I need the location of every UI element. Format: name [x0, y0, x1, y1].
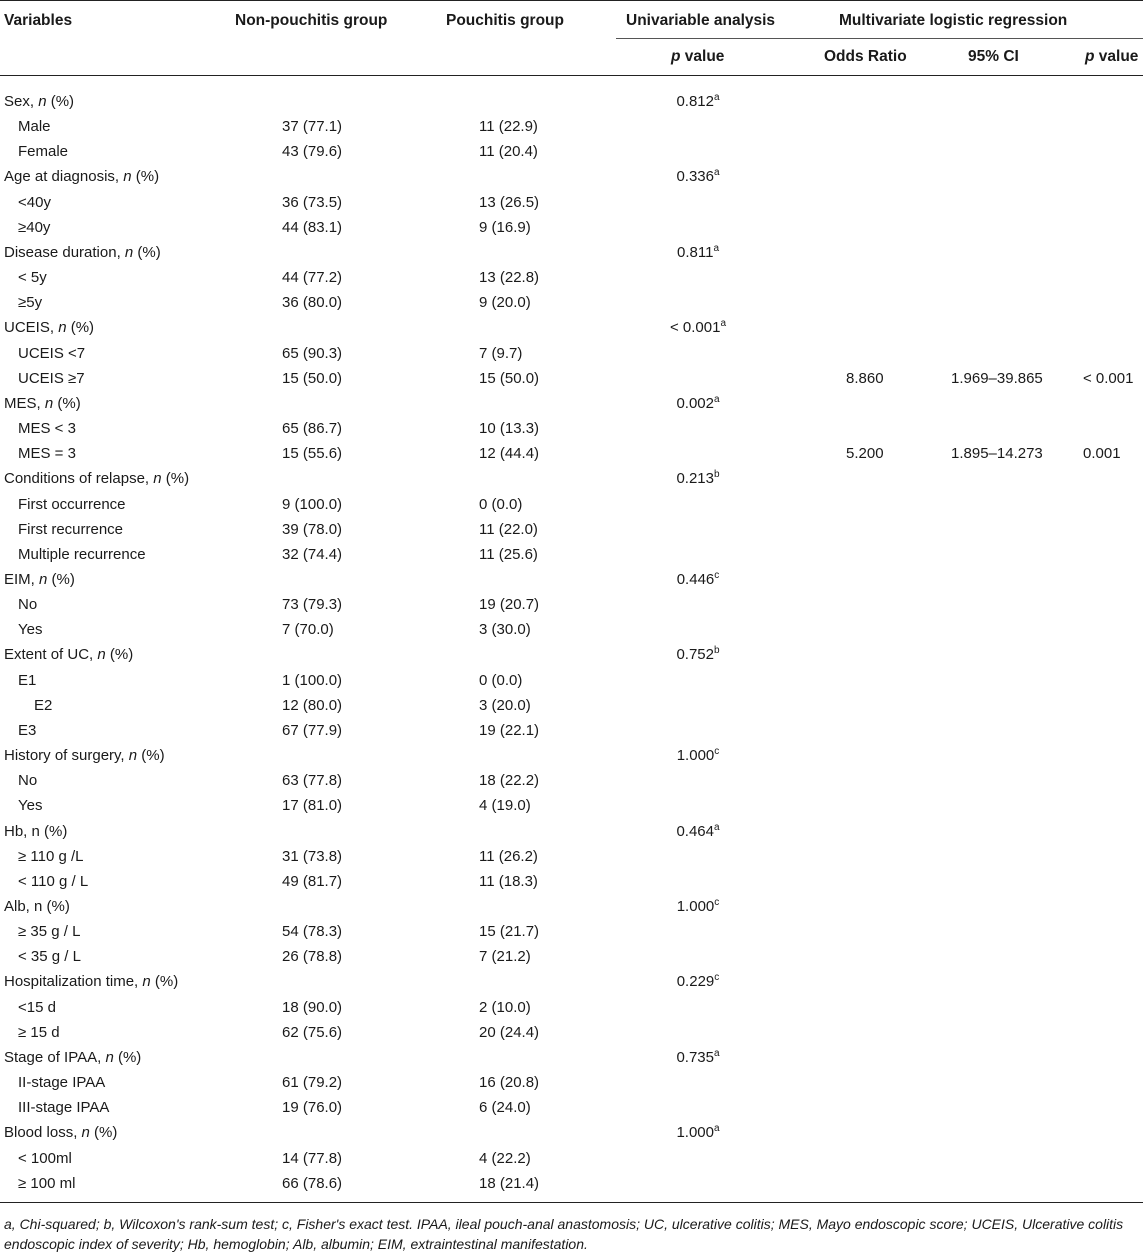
variable-label-text: MES, [4, 394, 45, 412]
variable-label [18, 416, 76, 441]
table-row [0, 693, 1143, 718]
header-bottom-rule [0, 75, 1143, 76]
p-value-test-marker: b [713, 645, 720, 657]
non-pouchitis-value: 17 (81.0) [282, 797, 343, 815]
table-row [0, 793, 1143, 818]
non-pouchitis-value: 62 (75.6) [282, 1023, 343, 1041]
non-pouchitis-value: 31 (73.8) [282, 847, 343, 865]
variable-label-tail: (%) [113, 1048, 142, 1066]
univariable-p-value [658, 642, 738, 667]
non-pouchitis-value: 67 (77.9) [282, 721, 343, 739]
non-pouchitis-value: 18 (90.0) [282, 998, 343, 1016]
variable-label-text: E1 [18, 671, 37, 689]
variable-label-text: Sex, [4, 93, 39, 110]
non-pouchitis-value: 44 (83.1) [282, 218, 343, 236]
variable-label [18, 139, 68, 164]
variable-label [18, 290, 42, 315]
variable-label-text: < 110 g / L [18, 872, 89, 890]
table-row [0, 768, 1143, 793]
table-row [0, 466, 1143, 491]
non-pouchitis-value: 36 (73.5) [282, 193, 343, 211]
variable-label-tail: (%) [150, 973, 179, 991]
table-row [0, 617, 1143, 642]
variable-label-tail: (%) [131, 168, 160, 186]
variable-label [18, 1095, 109, 1120]
variable-label [4, 466, 189, 491]
header-univariable-p [671, 48, 724, 66]
variable-label-text: ≥ 100 ml [18, 1174, 76, 1192]
variable-label-tail: (%) [137, 747, 165, 765]
table-row [0, 1120, 1143, 1145]
variable-label [4, 743, 165, 768]
non-pouchitis-value: 61 (79.2) [282, 1074, 343, 1092]
variable-label [18, 617, 42, 642]
p-value-test-marker: a [720, 318, 727, 330]
non-pouchitis-value: 19 (76.0) [282, 1099, 343, 1117]
variable-label [18, 542, 146, 567]
variable-label-italic: n [128, 747, 138, 765]
non-pouchitis-value: 39 (78.0) [282, 520, 343, 538]
variable-label-tail: (%) [133, 243, 161, 261]
pouchitis-value: 15 (50.0) [479, 369, 540, 387]
multivariate-p-value: < 0.001 [1083, 369, 1134, 387]
non-pouchitis-value: 9 (100.0) [282, 495, 343, 513]
variable-label [18, 768, 37, 793]
variable-label [18, 1070, 105, 1095]
header-multi-p-italic: p [1085, 48, 1095, 65]
header-univariable-p-rest: value [680, 48, 725, 65]
univariable-p-value [658, 819, 738, 844]
univariable-p-value [658, 240, 738, 265]
variable-label-tail: (%) [47, 570, 75, 588]
p-value-test-marker: c [714, 746, 720, 758]
variable-label-text: Alb, n (%) [4, 898, 70, 915]
variable-label-text: Multiple recurrence [18, 545, 146, 563]
variable-label-text: Hospitalization time, [4, 973, 143, 991]
pouchitis-value: 10 (13.3) [479, 420, 540, 438]
pouchitis-value: 16 (20.8) [479, 1074, 540, 1092]
pouchitis-value: 0 (0.0) [479, 495, 523, 513]
table-row [0, 542, 1143, 567]
table-body [0, 89, 1143, 1196]
odds-ratio-value: 8.860 [846, 369, 884, 387]
variable-label-text: Female [18, 143, 69, 161]
table-row [0, 995, 1143, 1020]
p-value-text: 1.000 [676, 1124, 714, 1142]
table-row [0, 1095, 1143, 1120]
variable-label-text: ≥5y [18, 294, 43, 312]
p-value-test-marker: b [713, 469, 720, 481]
univariable-p-value [658, 89, 738, 114]
header-odds-ratio: Odds Ratio [824, 48, 907, 65]
variable-label-text: UCEIS ≥7 [18, 369, 85, 387]
non-pouchitis-value: 15 (55.6) [282, 445, 343, 463]
table-row [0, 969, 1143, 994]
non-pouchitis-value: 54 (78.3) [282, 923, 343, 941]
pouchitis-value: 9 (16.9) [479, 218, 531, 236]
variable-label [4, 969, 178, 994]
pouchitis-value: 4 (19.0) [479, 797, 531, 815]
variable-label-tail: (%) [66, 319, 95, 337]
p-value-test-marker: a [713, 92, 720, 103]
p-value-text: 0.213 [676, 470, 714, 488]
pouchitis-value: 3 (20.0) [479, 696, 531, 714]
table-row [0, 1020, 1143, 1045]
variable-label [4, 894, 70, 919]
variable-label [18, 869, 88, 894]
variable-label [4, 642, 133, 667]
variable-label-text: EIM, [4, 570, 40, 588]
table-row [0, 642, 1143, 667]
p-value-text: 0.336 [676, 168, 714, 186]
variable-label-text: Conditions of relapse, [4, 470, 154, 488]
table-row [0, 844, 1143, 869]
variable-label-italic: n [97, 646, 106, 664]
variable-label-tail: (%) [46, 93, 75, 110]
variable-label [4, 240, 161, 265]
p-value-text: 0.752 [676, 646, 714, 664]
variable-label-italic: n [38, 93, 47, 110]
header-multivariate: Multivariate logistic regression [839, 12, 1068, 29]
variable-label-italic: n [123, 168, 132, 186]
table-row [0, 139, 1143, 164]
p-value-text: 0.464 [676, 822, 714, 840]
table-row [0, 265, 1143, 290]
p-value-text: 0.812 [676, 93, 714, 110]
univariable-p-value [658, 391, 738, 416]
p-value-text: 0.811 [677, 243, 714, 261]
pouchitis-value: 11 (20.4) [479, 143, 538, 161]
variable-label [4, 391, 81, 416]
table-row [0, 919, 1143, 944]
ci-value: 1.895–14.273 [951, 445, 1043, 463]
pouchitis-value: 0 (0.0) [479, 671, 523, 689]
pouchitis-value: 18 (22.2) [479, 772, 540, 790]
table-row [0, 668, 1143, 693]
variable-label [34, 693, 52, 718]
variable-label-italic: n [153, 470, 162, 488]
variable-label [18, 114, 51, 139]
non-pouchitis-value: 49 (81.7) [282, 872, 343, 890]
non-pouchitis-value: 1 (100.0) [282, 671, 343, 689]
variable-label [18, 844, 84, 869]
variable-label-italic: n [81, 1124, 90, 1142]
table-row [0, 315, 1143, 340]
table-row [0, 190, 1143, 215]
table-row [0, 114, 1143, 139]
p-value-text: < 0.001 [669, 319, 721, 337]
variable-label-text: Extent of UC, [4, 646, 98, 664]
table-row [0, 366, 1143, 391]
pouchitis-value: 6 (24.0) [479, 1099, 531, 1117]
table-row [0, 1070, 1143, 1095]
non-pouchitis-value: 73 (79.3) [282, 596, 343, 614]
pouchitis-value: 11 (25.6) [479, 545, 538, 563]
non-pouchitis-value: 44 (77.2) [282, 269, 343, 287]
p-value-test-marker: c [714, 897, 720, 908]
variable-label [4, 164, 159, 189]
table-footnote: a, Chi-squared; b, Wilcoxon's rank-sum test; c, Fisher's exact test. IPAA, ileal pouch-anal anastomosis; UC, ulcerative colitis; MES, Mayo endoscopic score; UCEIS, Ulcerative colitis endoscopic index of severity; Hb, hemoglobin; Alb, albumin; EIM, extraintestinal manifestation. [4, 1216, 1124, 1252]
variable-label-italic: n [44, 394, 54, 412]
variable-label-text: <40y [18, 193, 51, 211]
univariable-p-value [658, 315, 738, 340]
variable-label [18, 592, 37, 617]
p-value-text: 0.002 [676, 394, 714, 412]
header-ci: 95% CI [968, 48, 1019, 65]
pouchitis-value: 18 (21.4) [479, 1174, 540, 1192]
table-row [0, 894, 1143, 919]
pouchitis-value: 9 (20.0) [479, 294, 531, 312]
table-row [0, 743, 1143, 768]
non-pouchitis-value: 32 (74.4) [282, 545, 343, 563]
variable-label-text: Disease duration, [4, 243, 125, 261]
non-pouchitis-value: 36 (80.0) [282, 294, 343, 312]
header-sub-rule [616, 38, 1143, 39]
non-pouchitis-value: 63 (77.8) [282, 772, 343, 790]
p-value-text: 1.000 [676, 747, 715, 765]
table-row [0, 819, 1143, 844]
variable-label-text: ≥ 15 d [18, 1023, 60, 1041]
pouchitis-value: 13 (22.8) [479, 269, 540, 287]
header-pouchitis: Pouchitis group [446, 12, 564, 29]
pouchitis-value: 11 (26.2) [479, 847, 538, 865]
variable-label [18, 668, 36, 693]
variable-label-tail: (%) [89, 1124, 118, 1142]
non-pouchitis-value: 43 (79.6) [282, 143, 343, 161]
univariable-p-value [658, 567, 738, 592]
p-value-text: 0.229 [676, 973, 715, 991]
variable-label [18, 265, 47, 290]
variable-label-text: Yes [18, 797, 43, 815]
variable-label-text: Age at diagnosis, [4, 168, 124, 186]
variable-label-tail: (%) [53, 394, 81, 412]
table-row [0, 290, 1143, 315]
variable-label [4, 567, 75, 592]
p-value-text: 0.446 [676, 570, 715, 588]
variable-label [4, 1045, 141, 1070]
non-pouchitis-value: 12 (80.0) [282, 696, 343, 714]
header-univariable-p-italic: p [671, 48, 681, 65]
p-value-text: 0.735 [676, 1048, 714, 1066]
table-row [0, 215, 1143, 240]
variable-label-text: < 35 g / L [18, 948, 81, 966]
table-row [0, 416, 1143, 441]
univariable-p-value [658, 969, 738, 994]
variable-label-italic: n [124, 243, 134, 261]
header-multi-p-rest: value [1094, 48, 1139, 65]
header-non-pouchitis: Non-pouchitis group [235, 12, 388, 29]
variable-label [18, 366, 85, 391]
pouchitis-value: 2 (10.0) [479, 998, 531, 1016]
variable-label [18, 793, 42, 818]
variable-label [18, 1020, 60, 1045]
table-row [0, 567, 1143, 592]
variable-label-italic: n [58, 319, 67, 337]
variable-label-text: UCEIS <7 [18, 344, 86, 362]
variable-label [18, 517, 123, 542]
odds-ratio-value: 5.200 [846, 445, 884, 463]
variable-label [4, 1120, 117, 1145]
variable-label-text: < 5y [18, 269, 47, 287]
variable-label-text: First occurrence [18, 495, 126, 513]
variable-label-text: No [18, 596, 38, 614]
pouchitis-value: 13 (26.5) [479, 193, 540, 211]
variable-label [18, 718, 36, 743]
variable-label-italic: n [39, 570, 48, 588]
variable-label [18, 919, 80, 944]
table-row [0, 1171, 1143, 1196]
variable-label-text: ≥ 35 g / L [18, 923, 81, 941]
variable-label-text: Yes [18, 621, 43, 639]
non-pouchitis-value: 65 (90.3) [282, 344, 343, 362]
univariable-p-value [658, 1120, 738, 1145]
pouchitis-value: 11 (22.0) [479, 520, 538, 538]
variable-label-text: E3 [18, 721, 37, 739]
variable-label-text: Male [18, 118, 51, 136]
variable-label-tail: (%) [105, 646, 134, 664]
variable-label-text: Stage of IPAA, [4, 1048, 106, 1066]
variable-label-text: ≥40y [18, 218, 51, 236]
header-univariable: Univariable analysis [626, 12, 776, 29]
pouchitis-value: 19 (22.1) [479, 721, 540, 739]
table-row [0, 164, 1143, 189]
p-value-test-marker: a [713, 167, 720, 179]
univariable-p-value [658, 743, 738, 768]
non-pouchitis-value: 15 (50.0) [282, 369, 343, 387]
p-value-text: 1.000 [676, 898, 715, 915]
variable-label-text: No [18, 772, 38, 790]
variable-label [18, 492, 126, 517]
univariable-p-value [658, 1045, 738, 1070]
p-value-test-marker: a [713, 242, 719, 254]
variable-label-italic: n [105, 1048, 114, 1066]
variable-label [4, 315, 94, 340]
table-row [0, 89, 1143, 114]
variable-label [18, 341, 85, 366]
non-pouchitis-value: 26 (78.8) [282, 948, 343, 966]
variable-label [4, 89, 74, 114]
table-row [0, 718, 1143, 743]
pouchitis-value: 7 (21.2) [479, 948, 531, 966]
variable-label-text: UCEIS, [4, 319, 59, 337]
p-value-test-marker: a [713, 1047, 720, 1059]
pouchitis-value: 3 (30.0) [479, 621, 531, 639]
p-value-test-marker: a [713, 393, 720, 405]
header-multi-p [1085, 48, 1138, 66]
table-row [0, 1045, 1143, 1070]
variable-label-tail: (%) [161, 470, 190, 488]
table-bottom-rule [0, 1202, 1143, 1203]
pouchitis-value: 12 (44.4) [479, 445, 540, 463]
table-row [0, 592, 1143, 617]
univariable-p-value [658, 894, 738, 919]
non-pouchitis-value: 66 (78.6) [282, 1174, 343, 1192]
pouchitis-value: 7 (9.7) [479, 344, 523, 362]
p-value-test-marker: c [714, 569, 720, 581]
pouchitis-value: 15 (21.7) [479, 923, 540, 941]
variable-label [18, 944, 81, 969]
variable-label-text: ≥ 110 g /L [18, 847, 84, 865]
table-row [0, 240, 1143, 265]
variable-label-text: III-stage IPAA [18, 1099, 110, 1117]
variable-label-text: First recurrence [18, 520, 124, 538]
p-value-test-marker: c [714, 972, 720, 984]
univariable-p-value [658, 466, 738, 491]
table-row [0, 944, 1143, 969]
variable-label [18, 1146, 72, 1171]
p-value-test-marker: a [713, 821, 720, 833]
variable-label [18, 215, 50, 240]
variable-label-text: < 100ml [18, 1149, 72, 1167]
table-row [0, 391, 1143, 416]
non-pouchitis-value: 14 (77.8) [282, 1149, 343, 1167]
pouchitis-value: 11 (18.3) [479, 872, 538, 890]
table-row [0, 869, 1143, 894]
variable-label-text: <15 d [18, 998, 56, 1016]
pouchitis-value: 20 (24.4) [479, 1023, 540, 1041]
variable-label-text: History of surgery, [4, 747, 129, 765]
variable-label-text: E2 [34, 696, 53, 714]
variable-label-text: Hb, n (%) [4, 822, 68, 840]
ci-value: 1.969–39.865 [951, 369, 1043, 387]
variable-label [18, 1171, 75, 1196]
univariable-p-value [658, 164, 738, 189]
variable-label [18, 995, 56, 1020]
variable-label-text: II-stage IPAA [18, 1074, 106, 1092]
pouchitis-value: 4 (22.2) [479, 1149, 531, 1167]
non-pouchitis-value: 65 (86.7) [282, 420, 343, 438]
pouchitis-value: 19 (20.7) [479, 596, 540, 614]
variable-label [18, 441, 76, 466]
table-row [0, 517, 1143, 542]
p-value-test-marker: a [713, 1123, 720, 1135]
multivariate-p-value: 0.001 [1083, 445, 1121, 463]
table-row [0, 1146, 1143, 1171]
variable-label-text: MES < 3 [18, 420, 76, 438]
non-pouchitis-value: 37 (77.1) [282, 118, 343, 136]
table-row [0, 492, 1143, 517]
header-variables: Variables [4, 12, 73, 29]
variable-label-text: Blood loss, [4, 1124, 82, 1142]
table-row [0, 341, 1143, 366]
variable-label-text: MES = 3 [18, 445, 76, 463]
pouchitis-value: 11 (22.9) [479, 118, 538, 136]
variable-label-italic: n [142, 973, 151, 991]
non-pouchitis-value: 7 (70.0) [282, 621, 334, 639]
variable-label [4, 819, 67, 844]
variable-label [18, 190, 51, 215]
table-row [0, 441, 1143, 466]
table-top-rule [0, 0, 1143, 1]
